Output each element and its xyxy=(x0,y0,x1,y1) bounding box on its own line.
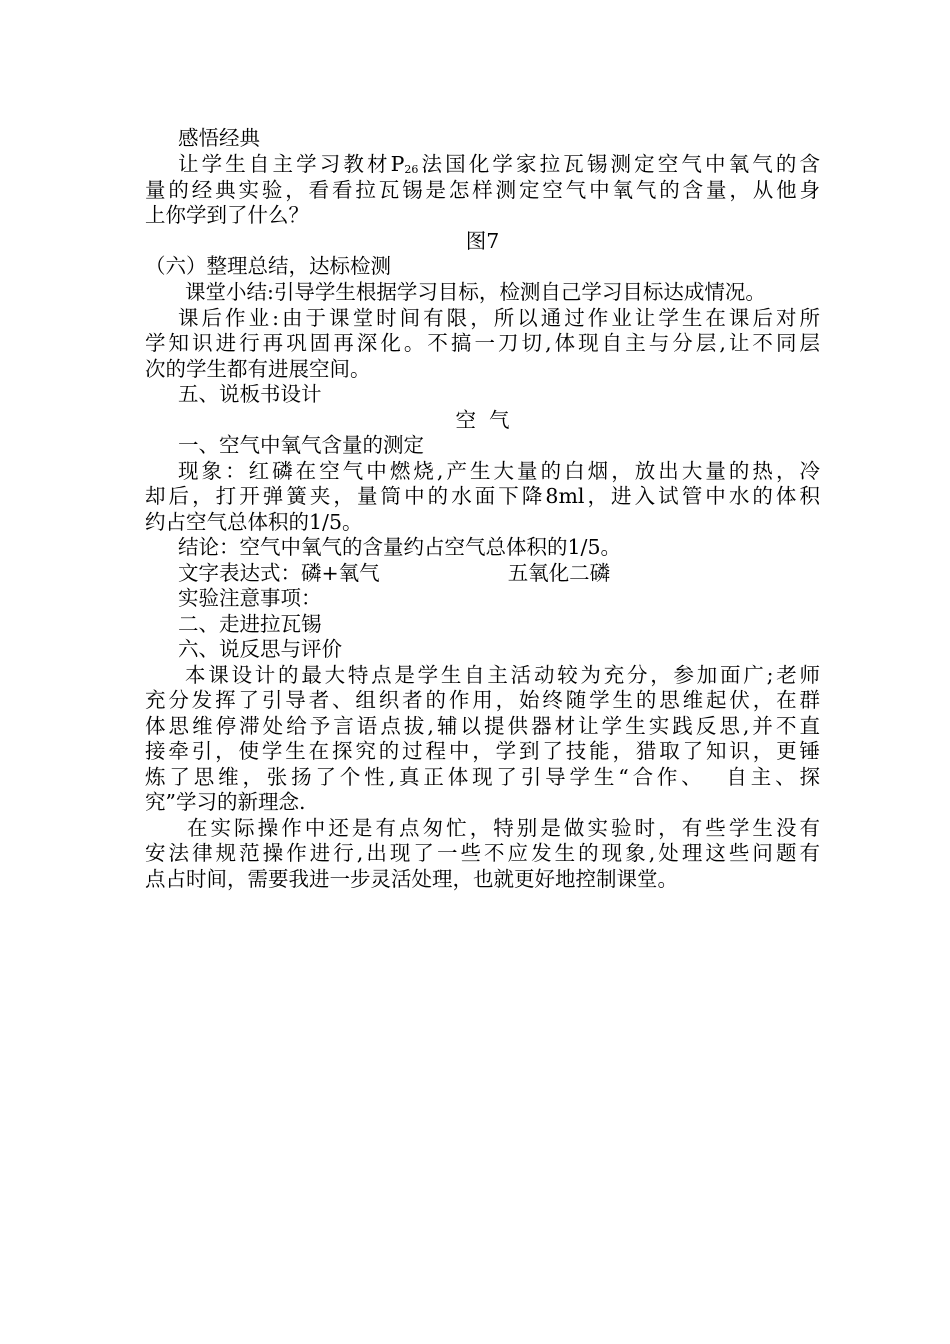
phenomenon-line-3: 约占空气总体积的1/5。 xyxy=(145,510,363,534)
section6b-title: 六、说反思与评价 xyxy=(178,637,342,661)
equation-line xyxy=(145,561,820,587)
ganwu-line-2: 量的经典实验，看看拉瓦锡是怎样测定空气中氧气的含量，从他身 xyxy=(145,178,820,202)
figure-label: 图7 xyxy=(465,229,500,253)
board-item2: 二、走进拉瓦锡 xyxy=(178,612,322,636)
heading-ganwu: 感悟经典 xyxy=(178,126,260,150)
reflect2-line-3: 点占时间，需要我进一步灵活处理，也就更好地控制课堂。 xyxy=(145,867,678,891)
conclusion-line: 结论：空气中氧气的含量约占空气总体积的1/5。 xyxy=(178,535,621,559)
homework-line-3: 次的学生都有进展空间。 xyxy=(145,357,371,381)
homework-line-2: 学知识进行再巩固再深化。不搞一刀切,体现自主与分层,让不同层 xyxy=(145,331,820,355)
reflect1-line-5: 炼了思维，张扬了个性,真正体现了引导学生“合作、 自主、探 xyxy=(145,765,820,789)
reflect1-line-3: 体思维停滞处给予言语点拔,辅以提供器材让学生实践反思,并不直 xyxy=(145,714,820,738)
reflect2-line-1: 在实际操作中还是有点匆忙，特别是做实验时，有些学生没有 xyxy=(187,816,820,840)
summary-line: 课堂小结:引导学生根据学习目标，检测自己学习目标达成情况。 xyxy=(185,280,766,304)
section6-title: （六）整理总结，达标检测 xyxy=(145,254,391,278)
section5-title: 五、说板书设计 xyxy=(178,382,322,406)
reflect2-line-2: 安法律规范操作进行,出现了一些不应发生的现象,处理这些问题有 xyxy=(145,841,820,865)
equation-right: 五氧化二磷 xyxy=(507,561,611,585)
phenomenon-line-2: 却后，打开弹簧夹，量筒中的水面下降8ml，进入试管中水的体积 xyxy=(145,484,820,508)
notes-line: 实验注意事项： xyxy=(178,586,322,610)
reflect1-line-1: 本课设计的最大特点是学生自主活动较为充分，参加面广;老师 xyxy=(185,663,820,687)
board-title xyxy=(145,408,820,434)
equation-left: 文字表达式：磷+氧气 xyxy=(178,561,380,585)
homework-line-1: 课后作业:由于课堂时间有限，所以通过作业让学生在课后对所 xyxy=(178,306,820,330)
reflect1-line-2: 充分发挥了引导者、组织者的作用，始终随学生的思维起伏，在群 xyxy=(145,688,820,712)
ganwu-line-1-rest: 法国化学家拉瓦锡测定空气中氧气的含 xyxy=(418,152,820,176)
ganwu-line-3: 上你学到了什么？ xyxy=(145,203,309,227)
board-item1: 一、空气中氧气含量的测定 xyxy=(178,433,424,457)
phenomenon-line-1: 现象：红磷在空气中燃烧,产生大量的白烟，放出大量的热，冷 xyxy=(178,459,820,483)
ganwu-line-1-text: 让学生自主学习教材P xyxy=(178,152,405,176)
reflect1-line-4: 接牵引，使学生在探究的过程中，学到了技能，猎取了知识，更锤 xyxy=(145,739,820,763)
page-subscript: 26 xyxy=(404,163,419,176)
reflect1-line-6: 究”学习的新理念. xyxy=(145,790,306,814)
board-title-text: 空 气 xyxy=(455,408,510,432)
